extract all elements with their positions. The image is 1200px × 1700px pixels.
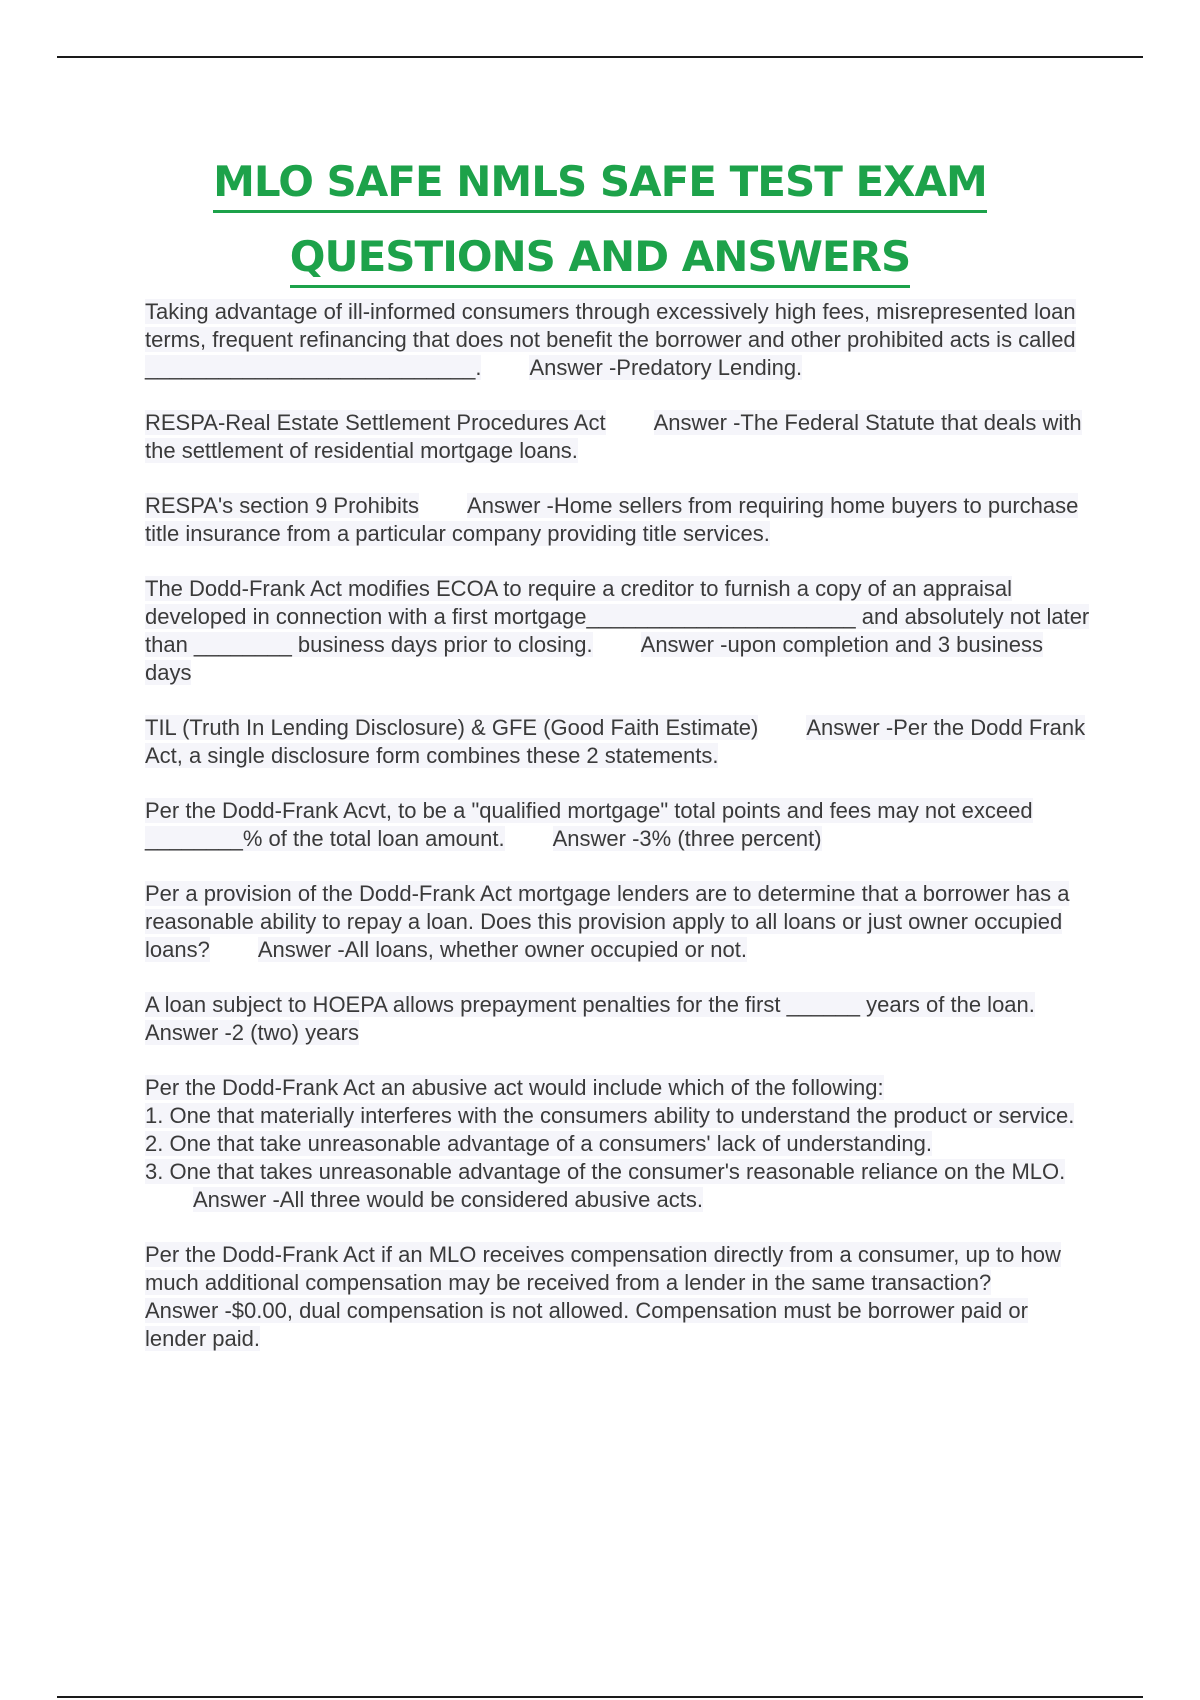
qa-item	[145, 991, 1095, 1047]
qa-item	[145, 714, 1095, 770]
question-text: A loan subject to HOEPA allows prepayment penalties for the first ______ years of the loan.	[145, 992, 1035, 1017]
option-3: 3. One that takes unreasonable advantage of the consumer's reasonable reliance on the MLO.	[145, 1159, 1066, 1184]
question-text: Per the Dodd-Frank Act if an MLO receives compensation directly from a consumer, up to how much additional compensation may be received from a lender in the same transaction?	[145, 1242, 1061, 1295]
option-1: 1. One that materially interferes with the consumers ability to understand the product or service.	[145, 1103, 1075, 1128]
qa-item	[145, 880, 1095, 964]
qa-item	[145, 409, 1095, 465]
answer-text: Answer -3% (three percent)	[552, 826, 822, 851]
question-text: The Dodd-Frank Act modifies ECOA to require a creditor to furnish a copy of an appraisal developed in connection with a first mortgage______________________ and absolutely not later than ________ business days prior to closing.	[145, 576, 1090, 657]
question-text: Taking advantage of ill-informed consumers through excessively high fees, misrepresented loan terms, frequent refinancing that does not benefit the borrower and other prohibited acts is called ___________________________.	[145, 299, 1076, 380]
option-2: 2. One that take unreasonable advantage of a consumers' lack of understanding.	[145, 1131, 932, 1156]
question-text: TIL (Truth In Lending Disclosure) & GFE (Good Faith Estimate)	[145, 715, 759, 740]
qa-item	[145, 575, 1095, 687]
qa-item	[145, 797, 1095, 853]
title-line-2: QUESTIONS AND ANSWERS	[290, 229, 910, 288]
qa-item	[145, 492, 1095, 548]
question-text: RESPA-Real Estate Settlement Procedures Act	[145, 410, 606, 435]
answer-text: Answer -Per the Dodd Frank Act, a single disclosure form combines these 2 statements.	[145, 715, 1086, 768]
answer-text: Answer -All loans, whether owner occupied or not.	[257, 937, 747, 962]
qa-item	[145, 298, 1095, 382]
bottom-rule	[57, 1696, 1143, 1698]
question-text: RESPA's section 9 Prohibits	[145, 493, 420, 518]
top-rule	[57, 56, 1143, 58]
answer-text: Answer -Predatory Lending.	[529, 355, 803, 380]
title-line-1: MLO SAFE NMLS SAFE TEST EXAM	[213, 154, 987, 213]
question-text: Per a provision of the Dodd-Frank Act mortgage lenders are to determine that a borrower has a reasonable ability to repay a loan. Does this provision apply to all loans or just owner occupied loans?	[145, 881, 1070, 962]
question-text: Per the Dodd-Frank Acvt, to be a "qualified mortgage" total points and fees may not exceed ________% of the total loan amount.	[145, 798, 1033, 851]
qa-item	[145, 1241, 1095, 1353]
qa-item-abusive-acts	[145, 1074, 1095, 1214]
answer-text: Answer -All three would be considered abusive acts.	[193, 1187, 703, 1212]
qa-list	[145, 298, 1095, 1380]
answer-text: Answer -upon completion and 3 business days	[145, 632, 1043, 685]
answer-text: Answer -The Federal Statute that deals with the settlement of residential mortgage loans.	[145, 410, 1082, 463]
answer-text: Answer -$0.00, dual compensation is not allowed. Compensation must be borrower paid or lender paid.	[145, 1298, 1028, 1351]
document-title	[0, 148, 1200, 298]
answer-text: Answer -Home sellers from requiring home buyers to purchase title insurance from a particular company providing title services.	[145, 493, 1079, 546]
question-intro: Per the Dodd-Frank Act an abusive act would include which of the following:	[145, 1075, 884, 1100]
answer-text: Answer -2 (two) years	[145, 1020, 359, 1045]
